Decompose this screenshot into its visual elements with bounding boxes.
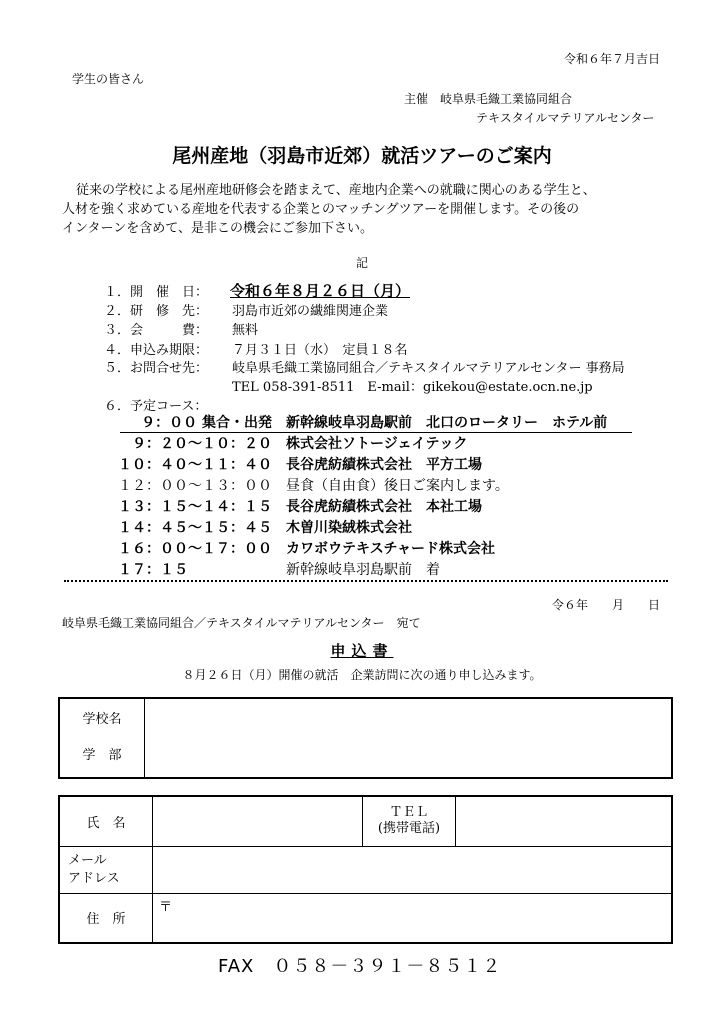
schedule-desc: 昼食（自由食）後日ご案内します。: [286, 478, 509, 494]
form-title: 申込書: [330, 642, 394, 660]
email-label-2: アドレス: [68, 870, 120, 886]
schedule-desc: 新幹線岐阜羽島駅前 着: [286, 562, 440, 578]
schedule-time: ９：２０～１０：２０: [132, 436, 272, 452]
event-date-label: １．開 催 日：: [104, 285, 209, 300]
email-label-1: メール: [68, 852, 107, 868]
contact-tel-email: TEL 058-391-8511 E-mail：gikekou@estate.ocn.ne.jp: [232, 380, 593, 395]
schedule-desc: 長谷虎紡績株式会社 平方工場: [286, 457, 482, 473]
deadline-label: ４．申込み期限：: [104, 343, 209, 358]
schedule-time: １６：００～１７：００: [118, 541, 272, 557]
tel-label-cell: [363, 796, 456, 846]
address-label: 住 所: [59, 893, 153, 943]
email-field[interactable]: [153, 846, 673, 893]
tel-field[interactable]: [456, 796, 673, 846]
course-label: ６．予定コース：: [104, 399, 208, 414]
fee-value: 無料: [232, 323, 259, 338]
fax-number: FAX ０５８－３９１－８５１２: [218, 956, 502, 977]
school-label: 学校名: [82, 712, 122, 727]
schedule-time: ９：００ 集合・出発: [141, 415, 272, 431]
name-label: 氏 名: [59, 796, 153, 846]
event-date-value: 令和６年８月２６日（月）: [230, 282, 411, 300]
school-dept-labels: [59, 698, 145, 778]
dept-label: 学 部: [82, 748, 122, 763]
intro-line-2: 人材を強く求めている産地を代表する企業とのマッチングツアーを開催します。その後の: [62, 202, 580, 217]
issue-date: 令和６年７月吉日: [563, 52, 660, 66]
schedule-underline: [120, 432, 632, 433]
training-place-label: ２．研 修 先：: [104, 304, 209, 319]
form-intro: ８月２６日（月）開催の就活 企業訪問に次の通り申し込みます。: [182, 668, 542, 682]
page-title: 尾州産地（羽島市近郊）就活ツアーのご案内: [172, 145, 552, 167]
contact-value: 岐阜県毛織工業協同組合／テキスタイルマテリアルセンター 事務局: [232, 361, 625, 376]
schedule-desc: 新幹線岐阜羽島駅前 北口のロータリー ホテル前: [286, 415, 608, 431]
organizer-line-1: 主催 岐阜県毛織工業協同組合: [404, 92, 573, 106]
schedule-time: １３：１５～１４：１５: [118, 499, 272, 515]
schedule-desc: 株式会社ソトージェイテック: [286, 436, 468, 452]
organizer-line-2: テキスタイルマテリアルセンター: [476, 111, 655, 125]
schedule-time: １２：００～１３：００: [118, 478, 272, 494]
contact-label: ５．お問合せ先：: [104, 361, 209, 376]
schedule-time: １７：１５: [118, 562, 188, 578]
cut-line: [64, 580, 668, 582]
schedule-desc: カワボウテキスチャード株式会社: [286, 541, 496, 557]
fee-label: ３．会 費：: [104, 323, 209, 338]
applicant-table: [58, 795, 673, 944]
tel-label: ＴＥＬ: [389, 805, 429, 821]
schedule-time: １４：４５～１５：４５: [118, 520, 272, 536]
postal-mark: 〒: [159, 899, 173, 915]
intro-line-3: インターンを含めて、是非この機会にご参加下さい。: [62, 221, 373, 236]
training-place-value: 羽島市近郊の繊維関連企業: [232, 304, 389, 319]
schedule-desc: 長谷虎紡績株式会社 本社工場: [286, 499, 482, 515]
email-label-cell: [59, 846, 153, 893]
tel-sub-label: (携帯電話): [377, 821, 441, 837]
deadline-value: ７月３１日（水） 定員１８名: [232, 343, 408, 358]
ki-heading: 記: [355, 256, 368, 270]
schedule-desc: 木曽川染絨株式会社: [286, 520, 412, 536]
school-dept-field[interactable]: [145, 698, 673, 778]
addressee: 学生の皆さん: [72, 72, 145, 86]
school-table: [58, 697, 673, 779]
form-date: 令６年 月 日: [551, 598, 660, 612]
form-recipient: 岐阜県毛織工業協同組合／テキスタイルマテリアルセンター 宛て: [62, 616, 421, 630]
name-field[interactable]: [153, 796, 363, 846]
schedule-time: １０：４０～１１：４０: [118, 457, 272, 473]
address-field[interactable]: [153, 893, 673, 943]
intro-line-1: 従来の学校による尾州産地研修会を踏まえて、産地内企業への就職に関心のある学生と、: [76, 183, 596, 198]
